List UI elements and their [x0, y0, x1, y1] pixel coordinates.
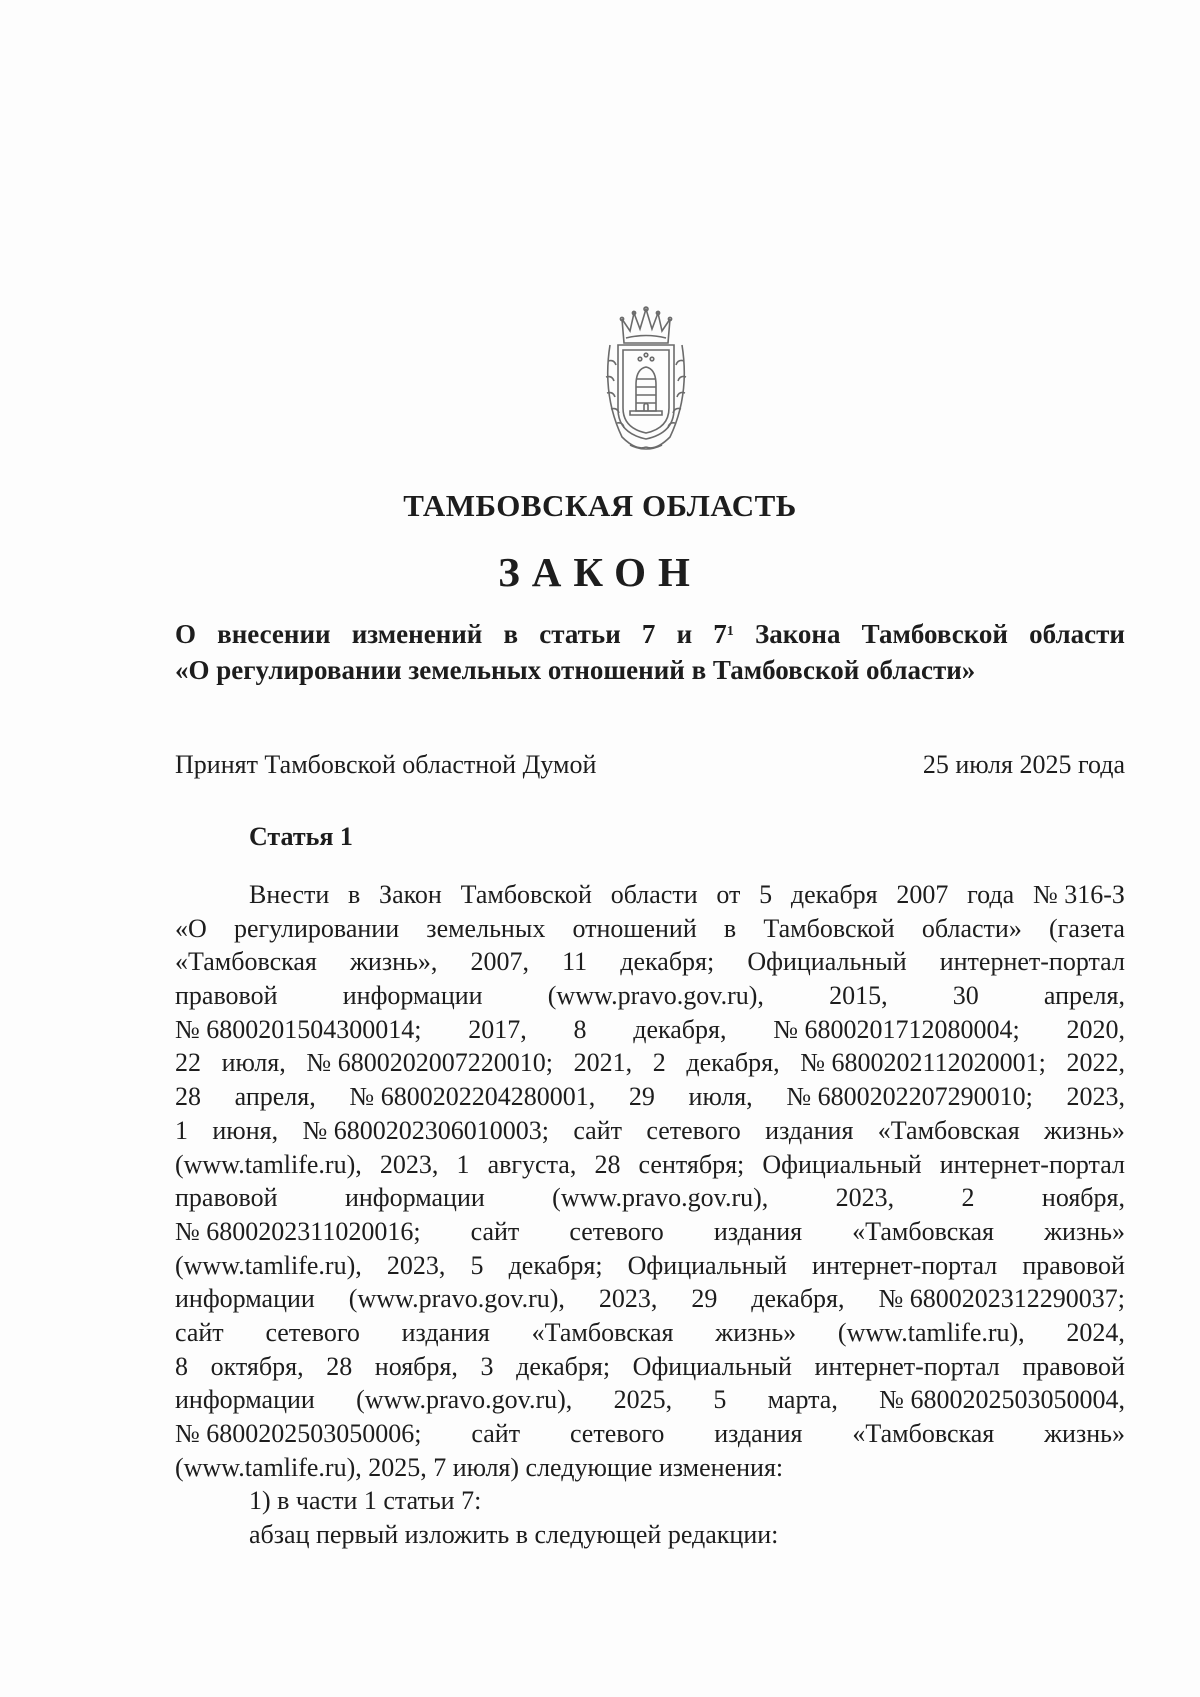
body-word: издания — [765, 1115, 854, 1145]
body-word: 1) в части 1 статьи 7: — [249, 1486, 482, 1516]
body-line — [175, 912, 1125, 946]
body-word: издания — [713, 1216, 803, 1246]
body-line — [175, 1451, 1125, 1485]
body-word: земельных — [426, 913, 546, 943]
body-word: Официальный — [762, 1149, 922, 1179]
body-word: октября, — [210, 1351, 304, 1381]
body-word: № 6800202306010003; — [302, 1115, 549, 1145]
body-word: «Тамбовская — [531, 1317, 674, 1347]
body-word: сетевого — [569, 1216, 664, 1246]
body-word: информации — [175, 1385, 315, 1415]
body-word: апреля, — [1043, 981, 1125, 1011]
body-word: марта, — [767, 1385, 838, 1415]
title-word: Тамбовской — [861, 619, 1008, 649]
body-line — [175, 878, 1125, 912]
body-word: 2024, — [1066, 1317, 1125, 1347]
body-word: регулировании — [233, 913, 400, 943]
body-word: «Тамбовская — [175, 947, 317, 977]
body-word: № 6800202311020016; — [175, 1216, 421, 1246]
title-word: 7 — [713, 619, 727, 649]
body-word: (www.pravo.gov.ru), — [552, 1183, 769, 1213]
body-word: 8 — [573, 1014, 587, 1044]
body-word: Внести — [249, 880, 330, 909]
body-word: интернет-портал — [812, 1250, 998, 1280]
body-word: 2021, — [573, 1048, 633, 1078]
body-word: августа, — [487, 1149, 577, 1179]
tambov-coat-of-arms-icon — [600, 305, 692, 455]
body-word: сетевого — [646, 1115, 741, 1145]
body-word: 29 — [628, 1082, 655, 1112]
body-line — [175, 1282, 1125, 1316]
body-word: сайт — [175, 1317, 224, 1347]
body-word: № 6800202503050004, — [879, 1385, 1125, 1415]
body-word: области» — [921, 913, 1022, 943]
title-word: в — [503, 619, 519, 649]
body-word: 2020, — [1066, 1014, 1125, 1044]
body-line — [175, 945, 1125, 979]
body-word: 2022, — [1066, 1048, 1125, 1078]
body-word: 2023, — [386, 1250, 446, 1280]
body-word: 8 — [175, 1351, 188, 1381]
body-word: информации — [344, 1183, 485, 1213]
body-word: 2025, — [613, 1385, 673, 1415]
body-word: интернет-портал — [939, 1149, 1125, 1179]
body-line — [175, 1181, 1125, 1215]
body-word: Официальный — [627, 1250, 787, 1280]
law-title-line-2: «О регулировании земельных отношений в Тамбовской области» — [175, 655, 976, 685]
body-word: Официальный — [747, 947, 907, 977]
body-word: ноября, — [374, 1351, 458, 1381]
document-type: ЗАКОН — [498, 549, 702, 595]
body-line — [175, 1080, 1125, 1114]
body-word: (www.tamlife.ru), — [175, 1250, 362, 1280]
title-word-with-superscript — [713, 616, 734, 652]
body-word: 28 — [594, 1149, 621, 1179]
body-word: ноября, — [1041, 1183, 1125, 1213]
body-line — [175, 1518, 1125, 1552]
region-title: ТАМБОВСКАЯ ОБЛАСТЬ — [403, 488, 797, 523]
title-word: внесении — [217, 619, 331, 649]
body-word: 2023, — [598, 1284, 658, 1314]
body-word: 2023, — [835, 1183, 895, 1213]
body-word: декабря; — [516, 1351, 611, 1381]
body-word: (www.tamlife.ru), 2025, 7 июля) следующие изменения: — [175, 1452, 784, 1482]
law-title-line-1 — [175, 616, 1125, 652]
body-word: 2023, — [1066, 1082, 1125, 1112]
body-word: жизнь» — [1044, 1216, 1125, 1246]
body-word: 2017, — [468, 1014, 527, 1044]
body-line — [175, 979, 1125, 1013]
body-word: Официальный — [632, 1351, 792, 1381]
body-word: 2007, — [470, 947, 529, 977]
body-word: в — [348, 880, 361, 909]
body-line — [175, 1114, 1125, 1148]
body-word: 11 — [562, 947, 588, 977]
superscript: 1 — [726, 624, 734, 639]
body-line — [175, 1417, 1125, 1451]
title-word: и — [676, 619, 693, 649]
body-word: 3 — [480, 1351, 494, 1381]
body-word: сайт — [471, 1419, 521, 1448]
body-word: 5 — [713, 1385, 727, 1415]
body-word: сайт — [573, 1115, 623, 1145]
body-word: «Тамбовская — [852, 1216, 995, 1246]
body-word: № 6800202312290037; — [878, 1284, 1125, 1314]
body-word: декабря, — [751, 1284, 845, 1314]
body-word: 2 — [961, 1183, 975, 1213]
body-word: (газета — [1049, 913, 1125, 943]
title-word: 7 — [641, 619, 656, 649]
adoption-date: 25 июля 2025 года — [922, 750, 1125, 779]
body-word: «Тамбовская — [877, 1115, 1020, 1145]
body-word: жизнь» — [1044, 1115, 1125, 1145]
body-word: 5 — [470, 1250, 484, 1280]
body-word: № 316-З — [1032, 880, 1125, 909]
body-word: издания — [714, 1419, 803, 1448]
body-word: «Тамбовская — [852, 1419, 995, 1448]
body-word: информации — [175, 1284, 315, 1314]
body-word: в — [723, 913, 737, 943]
body-word: № 6800202503050006; — [175, 1419, 422, 1448]
body-word: года — [967, 880, 1015, 909]
body-word: от — [716, 880, 741, 909]
body-word: жизнь», — [349, 947, 438, 977]
body-word: июня, — [212, 1115, 279, 1145]
body-word: июля, — [688, 1082, 753, 1112]
body-word: 29 — [691, 1284, 718, 1314]
body-word: 22 — [175, 1048, 201, 1078]
article-heading: Статья 1 — [249, 822, 353, 851]
body-word: № 6800201712080004; — [773, 1014, 1020, 1044]
body-word: «О — [175, 913, 207, 943]
body-word: № 6800202007220010; — [306, 1048, 553, 1078]
title-word: статьи — [539, 619, 621, 649]
body-word: Закон — [379, 880, 442, 909]
body-line — [175, 1316, 1125, 1350]
body-line — [175, 1046, 1125, 1080]
body-line — [175, 1148, 1125, 1182]
body-word: декабря; — [620, 947, 715, 977]
body-word: декабря — [790, 880, 878, 909]
body-word: декабря; — [508, 1250, 603, 1280]
article-body — [175, 878, 1125, 1552]
body-word: сетевого — [569, 1419, 665, 1448]
body-word: (www.pravo.gov.ru), — [348, 1284, 565, 1314]
body-word: правовой — [1022, 1250, 1125, 1280]
body-word: 5 — [759, 880, 773, 909]
body-line — [175, 1249, 1125, 1283]
title-word: изменений — [351, 619, 483, 649]
body-word: № 6800202204280001, — [349, 1082, 596, 1112]
title-word: О — [175, 619, 197, 649]
body-word: № 6800201504300014; — [175, 1014, 422, 1044]
body-word: 2015, — [829, 981, 888, 1011]
body-word: правовой — [175, 1183, 278, 1213]
body-word: (www.pravo.gov.ru), — [547, 981, 764, 1011]
body-word: издания — [401, 1317, 490, 1347]
body-word: декабря, — [686, 1048, 780, 1078]
body-word: жизнь» — [1044, 1419, 1125, 1448]
body-word: информации — [342, 981, 483, 1011]
body-line — [175, 1215, 1125, 1249]
adoption-row — [175, 750, 1125, 780]
body-word: (www.pravo.gov.ru), — [356, 1385, 573, 1415]
body-word: 2023, — [379, 1149, 439, 1179]
body-word: Тамбовской — [460, 880, 592, 909]
body-word: (www.tamlife.ru), — [837, 1317, 1025, 1347]
body-word: сайт — [470, 1216, 520, 1246]
body-word: сетевого — [265, 1317, 360, 1347]
title-word: Закона — [754, 619, 841, 649]
body-word: правовой — [1022, 1351, 1125, 1381]
body-word: интернет-портал — [939, 947, 1125, 977]
body-line — [175, 1013, 1125, 1047]
body-word: жизнь» — [715, 1317, 797, 1347]
body-word: 30 — [952, 981, 979, 1011]
body-word: правовой — [175, 981, 278, 1011]
body-word: 28 — [175, 1082, 201, 1112]
body-word: отношений — [572, 913, 697, 943]
body-word: апреля, — [234, 1082, 316, 1112]
body-word: 1 — [175, 1115, 188, 1145]
body-word: 2 — [652, 1048, 666, 1078]
body-word: сентября; — [638, 1149, 745, 1179]
body-line — [175, 1484, 1125, 1518]
body-word: 2007 — [896, 880, 949, 909]
body-word: № 6800202207290010; — [786, 1082, 1033, 1112]
body-word: Тамбовской — [763, 913, 895, 943]
title-word: области — [1029, 619, 1125, 649]
body-line — [175, 1383, 1125, 1417]
body-word: 28 — [326, 1351, 353, 1381]
body-word: абзац первый изложить в следующей редакции: — [249, 1520, 779, 1550]
body-word: декабря, — [633, 1014, 727, 1044]
law-title — [175, 616, 1125, 688]
body-word: (www.tamlife.ru), — [175, 1149, 362, 1179]
body-word: 1 — [456, 1149, 470, 1179]
body-word: № 6800202112020001; — [800, 1048, 1046, 1078]
adopted-by: Принят Тамбовской областной Думой — [175, 750, 597, 779]
body-word: интернет-портал — [814, 1351, 1000, 1381]
body-line — [175, 1350, 1125, 1384]
body-word: июля, — [221, 1048, 286, 1078]
body-word: области — [610, 880, 698, 909]
